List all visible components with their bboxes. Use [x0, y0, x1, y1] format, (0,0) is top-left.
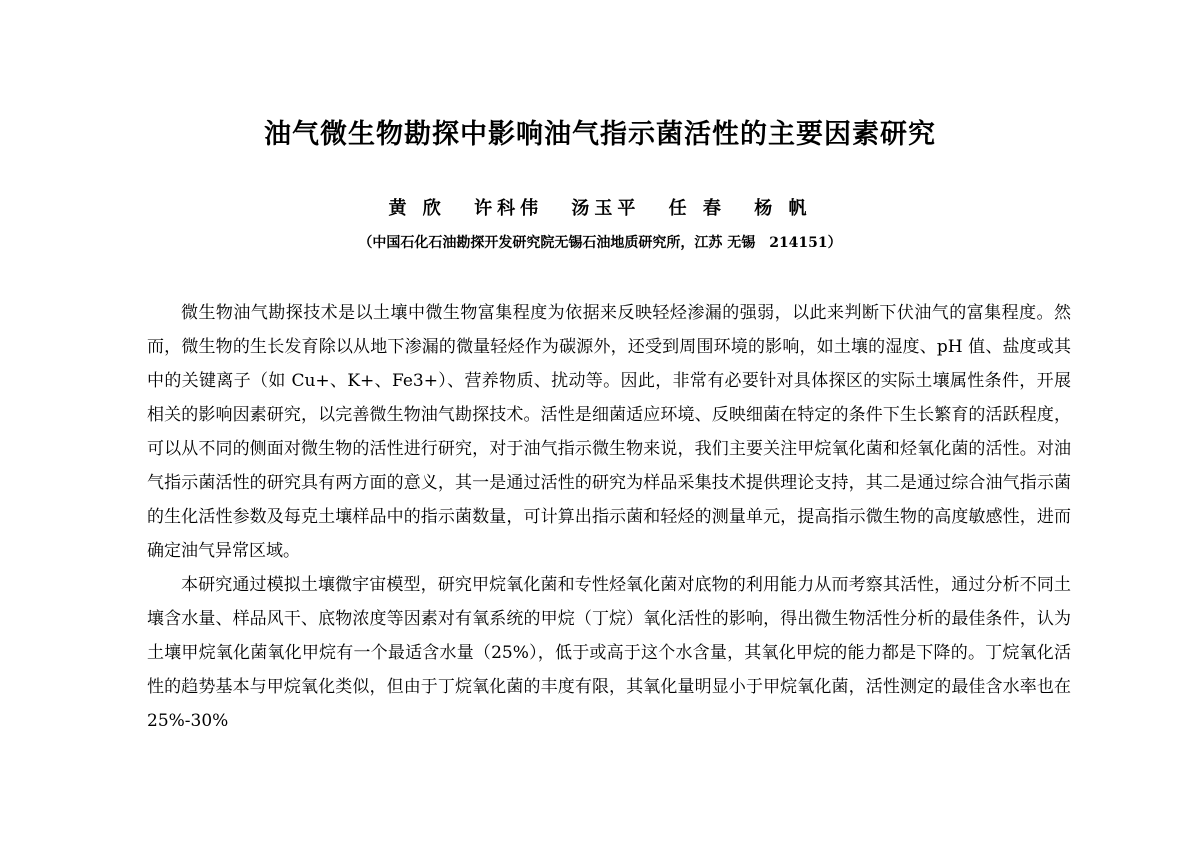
body-paragraph: 本研究通过模拟土壤微宇宙模型，研究甲烷氧化菌和专性烃氧化菌对底物的利用能力从而考察其活性，通过分析不同土壤含水量、样品风干、底物浓度等因素对有氧系统的甲烷（丁烷）氧化活性的影响，得出微生物活性分析的最佳条件，认为土壤甲烷氧化菌氧化甲烷有一个最适含水量（25%），低于或高于这个水含量，其氧化甲烷的能力都是下降的。丁烷氧化活性的趋势基本与甲烷氧化类似，但由于丁烷氧化菌的丰度有限，其氧化量明显小于甲烷氧化菌，活性测定的最佳含水率也在 25%-30% [147, 575, 1071, 731]
body-paragraph: 微生物油气勘探技术是以土壤中微生物富集程度为依据来反映轻烃渗漏的强弱，以此来判断下伏油气的富集程度。然而，微生物的生长发育除以从地下渗漏的微量轻烃作为碳源外，还受到周围环境的影响，如土壤的湿度、pH 值、盐度或其中的关键离子（如 Cu+、K+、Fe3+）、营养物质、扰动等。因此，非常有必要针对具体探区的实际土壤属性条件，开展相关的影响因素研究，以完善微生物油气勘探技术。活性是细菌适应环境、反映细菌在特定的条件下生长繁育的活跃程度，可以从不同的侧面对微生物的活性进行研究，对于油气指示微生物来说，我们主要关注甲烷氧化菌和烃氧化菌的活性。对油气指示菌活性的研究具有两方面的意义，其一是通过活性的研究为样品采集技术提供理论支持，其二是通过综合油气指示菌的生化活性参数及每克土壤样品中的指示菌数量，可计算出指示菌和轻烃的测量单元，提高指示微生物的高度敏感性，进而确定油气异常区域。 [147, 303, 1071, 561]
paper-title: 油气微生物勘探中影响油气指示菌活性的主要因素研究 [264, 119, 936, 150]
author-name: 黄 欣 [388, 198, 446, 219]
author-name: 杨 帆 [754, 198, 812, 219]
author-name: 汤玉平 [571, 198, 641, 219]
author-affiliation: （中国石化石油勘探开发研究院无锡石油地质研究所，江苏 无锡 214151） [358, 235, 842, 251]
body-text [147, 296, 1071, 738]
author-name: 任 春 [668, 198, 726, 219]
author-list [0, 194, 1200, 220]
author-name: 许科伟 [474, 198, 544, 219]
